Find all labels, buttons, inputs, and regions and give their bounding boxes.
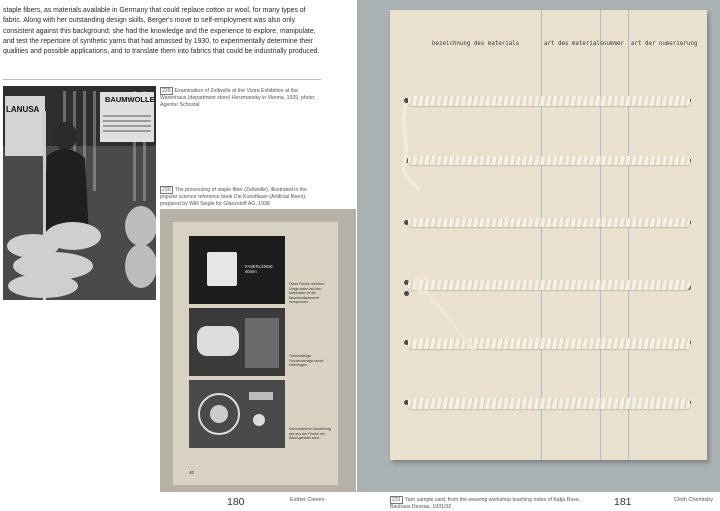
body-paragraph: staple fibers, as materials available in Germany that could replace cotton or wool, for many types of fabric. Along with her outstanding design skills, Berger's move to self-employment was also only consistent against this background: she had the knowledge and the experience to explore, manipulate, and test the repertoire of synthetic yarns that had amassed by 1930, to experimentally determine their qualities and possible applications, and to translate them into fabrics that could be industrially produced. <box>3 7 320 56</box>
figure-caption-230 <box>160 186 325 208</box>
column-line <box>628 10 629 460</box>
book-text-2: Gleichmäßige Flockenverlage durch Übertragen. <box>289 354 324 368</box>
card-header-material: art des materials <box>544 41 604 47</box>
book-text-1: Diese Flocke mit ihren Umge-webe auf den Maschinen in die Baumwollspinnerei versponnen. <box>289 282 325 305</box>
carding-diagram <box>189 380 285 448</box>
caption-text: Yarn sample card, from the weaving workshop teaching notes of Katja Rose, Bauhaus Dessau, 1931/32 <box>390 497 581 510</box>
yarn-sample <box>408 398 690 409</box>
fiber-length-label: FASERLÄNGE 40mm <box>245 264 273 274</box>
fiber-bale <box>197 326 239 356</box>
yarn-sample <box>408 218 690 227</box>
book-panel-diagram <box>189 380 285 448</box>
caption-text: Examination of Zellwolle at the Vistra Exhibition at the Warenhaus (department store) Herzmansky in Vienna, 1939, photo: Agentur Schostal <box>160 88 316 108</box>
caption-text: The processing of staple fiber (Zellwolle), illustrated in the popular science reference book Die Kunstfaser (Artificial fibers), prepared by Willi Seigle for Glanzstoff AG, 1938 <box>160 187 307 207</box>
loose-yarn-end <box>410 268 490 358</box>
book-page <box>173 222 338 485</box>
photo-vistra-exhibition <box>3 86 156 300</box>
book-text-3: Schematische Darstellung wie aus der Flocke ein Band gebildet wird. <box>289 427 331 441</box>
column-line <box>600 10 601 460</box>
figure-caption-231 <box>390 496 590 511</box>
yarn-sample <box>408 96 690 106</box>
figure-caption-229 <box>160 87 320 109</box>
yarn-sample <box>408 156 690 165</box>
loose-yarn-end <box>396 104 446 204</box>
column-line <box>541 10 542 460</box>
sign-baumwolle: BAUMWOLLE <box>105 95 155 104</box>
figure-number: 230 <box>162 187 171 193</box>
page-number-right: 181 <box>614 496 632 508</box>
machine-shape <box>245 318 279 368</box>
fiber-tuft <box>207 252 237 286</box>
figure-number: 229 <box>162 88 171 94</box>
book-page-number: 40 <box>189 470 195 475</box>
running-head-right: Cloth Chemistry <box>674 497 714 503</box>
book-photo <box>160 209 356 492</box>
punch-hole <box>404 291 409 296</box>
figure-number: 231 <box>392 497 401 503</box>
card-header-designation: bezeichnung des materials <box>432 41 520 47</box>
sign-lanusa: LANUSA <box>6 105 40 114</box>
exhibition-photo-illustration <box>3 86 156 300</box>
card-header-number: nummer <box>603 41 624 47</box>
book-panel-fiber <box>189 236 285 304</box>
divider <box>3 79 321 80</box>
running-head-left: Esther Cleven <box>290 497 325 503</box>
book-panel-machine <box>189 308 285 376</box>
page-number-left: 180 <box>227 496 245 508</box>
yarn-sample-card <box>390 10 707 460</box>
card-header-numbering: art der numerierung <box>631 41 698 47</box>
